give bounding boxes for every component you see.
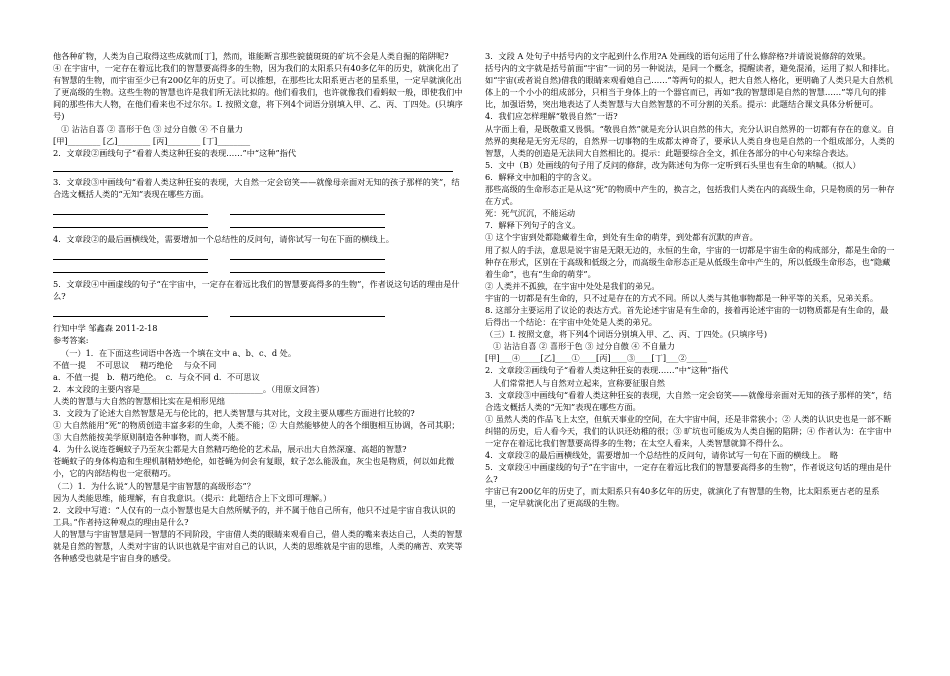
answer-text: ① 这个宇宙到处都隐藏着生命，到处有生命的萌芽，到处都有沉默的声音。 — [485, 232, 758, 243]
word-options: ① 沾沾自喜 ② 喜形于色 ③ 过分自傲 ④ 不自量力 — [61, 123, 243, 134]
answer-text: 3．文段为了论述大自然智慧是无与伦比的，把人类智慧与其对比，文段主要从哪些方面进行比较的? — [53, 407, 415, 418]
answer-text: 括号内的文字就是括号前面“宇宙”一词的另一种说法，是同一个概念，提醒读者，避免混淆，运用了拟人和排比。如“宇宙(或者说自然)借我的眼睛来观看她自己……”等两句的拟人，把大自然人格化，更明确了人类只是大自然机体上的一个小小的组成部分，只相当于身体上的一个器官而已，再如“我的智慧即是自然的智慧……”等几句的排比，加强语势，突出地表达了人类智慧与大自然智慧的不可分割的关系。提示：此题结合课文具体分析便可。 — [485, 63, 895, 110]
answer-lines — [53, 202, 463, 228]
answer-text: 4．文章段②的最后画横线处，需要增加一个总结性的反问句，请你试写一句在下面的横线上。 略 — [485, 450, 839, 461]
question-3: 3．文章段③中画线句“看着人类这种狂妄的表现，大自然一定会窃笑——就像母亲面对无知的孩子那样的笑”，结合选文概括人类的“无知”表现在哪些方面。 — [53, 176, 460, 199]
answer-text: ① 虽然人类的作品飞上太空，但航天事业的空间，在大宇宙中间，还是非常狭小；② 人类的认识史也是一部不断纠错的历史，后人看今天，我们的认识还幼稚的很；③ 旷坑也可能成为人类自掘的陷阱；④ 作者认为：在宇宙中一定存在着远比我们智慧要高得多的生物；在太空人看来，人类智慧就算不得什么。 — [485, 413, 892, 448]
answer-text: 宇宙已有200亿年的历史了，而太阳系只有40多亿年的历史，就演化了有智慧的生物，比太阳系更古老的星系里，一定早就演化出了更高级的生物。 — [485, 486, 880, 509]
answer-text: 2．文章段②画线句子“看着人类这种狂妄的表现……”中“这种”指代 — [485, 365, 729, 376]
answer-text: 5．文中（B）处画线的句子用了反问的修辞，改为陈述句为你一定听到石头里也有生命的呐喊。（拟人） — [485, 159, 861, 170]
answer-text: 从字面上看，是既敬重又畏惧。“敬畏自然”就是充分认识自然的伟大，充分认识自然界的一切都有存在的意义。自然界的奥秘是无穷无尽的，自然界一切事物的生成都太神奇了，要承认人类自身也是自然的一个组成部分，人类的智慧，人类的创造是无法同大自然相比的。提示：此题要综合全文，抓住各部分的中心句来综合表达。 — [485, 123, 895, 158]
answer-text: 3．文章段③中画线句“看着人类这种狂妄的表现，大自然一定会窃笑——就像母亲面对无知的孩子那样的笑”，结合选文概括人类的“无知”表现在哪些方面。 — [485, 389, 892, 412]
answer-text: 7．解释下列句子的含义。 — [485, 220, 581, 231]
answer-text: ① 大自然能用“死”的物质创造丰富多彩的生命，人类不能；② 大自然能够使人的各个细胞相互协调，各司其职；③ 大自然能按美学原则制造各种事物，而人类不能。 — [53, 420, 460, 443]
answer-text: （一）1．在下面这些词语中各选一个填在文中 a、b、c、d 处。 — [61, 347, 297, 358]
answer-text: 3．文段 A 处句子中括号内的文字起到什么作用?A 处画线的语句运用了什么修辞格?并请说说修辞的效果。 — [485, 51, 871, 61]
passage-paragraph-4: ④ 在宇宙中，一定存在着远比我们的智慧要高得多的生物，因为我们的太阳系只有40多亿年的历史，就演化出了有智慧的生物，而宇宙至少已有200亿年的历史了。可以推想，在那些比太阳系更古老的星系里，一定早就演化出了更高级的生物。这些生物的智慧也许是我们所无法比拟的。他们看我们，也许就像我们看蚂蚁一般，即使我们中间的那些伟大人物，在他们看来也不过尔尔。I. 按照文意，将下列4个词语分别填入甲、乙、丙、丁四处。(只填序号) — [53, 63, 463, 122]
answers-heading: 参考答案: — [53, 335, 89, 346]
answer-text: 那些高级的生命形态正是从这“死”的物质中产生的，换言之，包括我们人类在内的高级生命，只是物质的另一种存在方式。 — [485, 184, 895, 207]
question-2: 2．文章段②画线句子“看着人类这种狂妄的表现……”中“这种”指代 — [53, 147, 297, 158]
answer-text: a．不值一提 b．精巧绝伦。 c．与众不同 d．不可思议 — [53, 371, 260, 382]
answer-text: 用了拟人的手法，意思是说宇宙是无限无边的，永恒的生命，宇宙的一切都是宇宙生命的构成部分，都是生命的一种存在形式，区别在于高级和低级之分，而高级生命形态正是从低级生命中产生的，所以低级生命形态，也“隐藏着生命”，也有“生命的萌芽”。 — [485, 244, 895, 279]
answer-text: ② 人类并不孤独，在宇宙中处处是我们的弟兄。 — [485, 280, 660, 291]
answer-text: 2．本文段的主要内容是______________________________。（用原文回答） — [53, 383, 325, 394]
answer-line — [53, 161, 453, 172]
answer-text: （三）I. 按照文意，将下列4个词语分别填入甲、乙、丙、丁四处。(只填序号) — [485, 329, 768, 340]
answer-text: 不值一提 不可思议 精巧绝伦 与众不同 — [53, 359, 217, 370]
left-column — [53, 50, 463, 564]
signature: 行知中学 邹鑫森 2011-2-18 — [53, 323, 158, 334]
answer-lines — [53, 247, 463, 273]
answer-text: 4．为什么说连苍蝇蚊子乃至灰尘都是大自然精巧绝伦的艺术品，展示出大自然深邃、高超的智慧? — [53, 444, 407, 455]
answer-text: 6．解释文中加粗的字的含义。 — [485, 171, 597, 182]
answer-text: 8. 这部分主要运用了议论的表达方式。首先论述宇宙是有生命的，接着再论述宇宙的一切物质都是有生命的，最后得出一个结论：在宇宙中处处是人类的弟兄。 — [485, 304, 889, 328]
answer-text: 宇宙的一切都是有生命的，只不过是存在的方式不同。所以人类与其他事物都是一种平等的关系，兄弟关系。 — [485, 292, 879, 303]
answer-text: 死：死气沉沉，不能运动 — [485, 208, 576, 219]
answer-text: 人们常常把人与自然对立起来，宣称要征服自然 — [493, 377, 665, 388]
question-5: 5．文章段④中画虚线的句子“在宇宙中，一定存在着远比我们的智慧要高得多的生物”，作者说这句话的理由是什么? — [53, 279, 460, 302]
answer-text: 人类的智慧与大自然的智慧相比实在是相形见绌 — [53, 395, 225, 406]
answer-text: 5．文章段④中画虚线的句子“在宇宙中，一定存在着远比我们的智慧要高得多的生物”，作者说这句话的理由是什么? — [485, 462, 892, 485]
passage-tail: 他各种矿物，人类为自己取得这些成就而[丁]，然而，谁能断言那些貌藐斑斑的矿坑不会是人类自掘的陷阱呢? — [53, 51, 449, 61]
answer-text: （二）1．为什么说“人的智慧是宇宙智慧的高级形态”？ — [53, 480, 255, 491]
question-4: 4．文章段②的最后画横线处，需要增加一个总结性的反问句，请你试写一句在下面的横线上。 — [53, 234, 394, 245]
answer-text: 苍蝇蚊子的身体构造和生理机制精妙绝伦，如苍蝇为何会有复眼，蚊子怎么能汲血，灰尘也是物质，何以如此微小，它的内部结构也一定很精巧。 — [53, 456, 455, 479]
answer-text: 2．文段中写道：“人仅有的一点小智慧也是大自然所赋予的，并不属于他自己所有，他只不过是宇宙自我认识的工具。”作者持这种观点的理由是什么? — [53, 504, 456, 527]
answer-text: 4．我们应怎样理解“敬畏自然”一语? — [485, 111, 618, 122]
fill-blanks-answer: [甲]___④_____[乙]____①____[丙]____③____[丁]___②_____ — [485, 353, 708, 364]
right-column — [485, 50, 895, 510]
answer-text: 因为人类能思维，能理解，有自我意识。（提示：此题结合上下文即可理解。） — [53, 492, 332, 503]
word-options: ① 沾沾自喜 ② 喜形于色 ③ 过分自傲 ④ 不自量力 — [493, 341, 675, 352]
fill-blanks: [甲]________ [乙]________ [丙]________ [丁]________ — [53, 135, 251, 146]
answer-lines — [53, 304, 463, 317]
answer-text: 人的智慧与宇宙智慧是同一智慧的不同阶段，宇宙借人类的眼睛来观看自己，借人类的嘴来表达自己，人类的智慧就是自然的智慧，人类对宇宙的认识也就是宇宙对自己的认识，人类的思维就是宇宙的思维，人类的痛苦、欢笑等各种感受也就是宇宙自身的感受。 — [53, 528, 463, 564]
